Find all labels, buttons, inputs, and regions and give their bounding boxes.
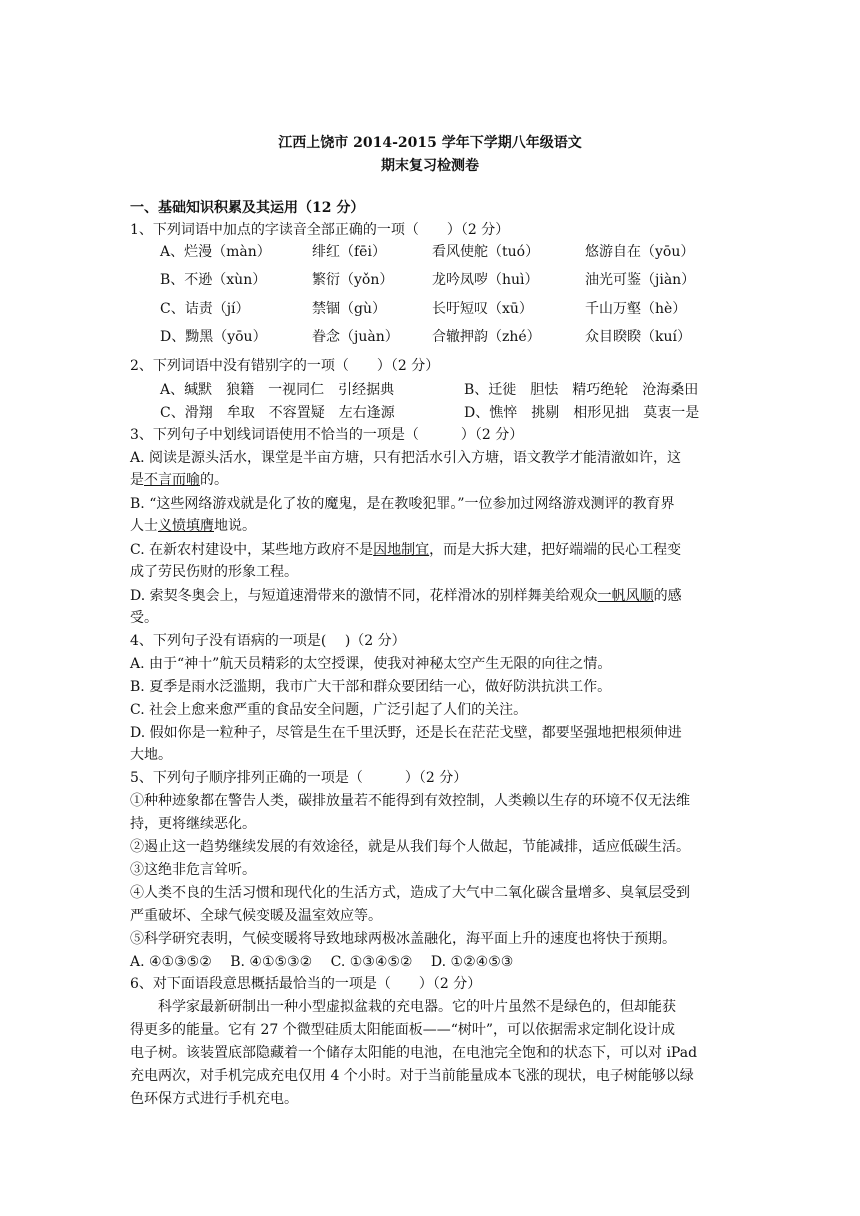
q3-option-b: B. “这些网络游戏就是化了妆的魔鬼，是在教唆犯罪。”一位参加过网络游戏测评的教育界 [130,496,675,512]
q1-option: D、黝黑（yōu） [160,329,267,345]
q6-passage-line: 色环保方式进行手机充电。 [130,1091,298,1107]
text: 是 [130,472,144,488]
q2-option: B、迁徙 胆怯 精巧绝轮 沧海桑田 [464,382,699,398]
q3-option-d-cont: 受。 [130,610,158,626]
text: C. 在新农村建设中，某些地方政府不是 [130,542,374,558]
q1-option: 合辙押韵（zhé） [432,329,541,345]
underlined-word: 义愤填膺 [158,518,214,534]
q6-passage-line: 科学家最新研制出一种小型虚拟盆栽的充电器。它的叶片虽然不是绿色的，但却能获 [130,999,676,1015]
q3-option-c-cont: 成了劳民伤财的形象工程。 [130,564,298,580]
underlined-word: 因地制宜 [373,542,430,558]
q4-option-a: A. 由于“神十”航天员精彩的太空授课，使我对神秘太空产生无限的向往之情。 [130,656,612,672]
q4-option-d: D. 假如你是一粒种子，尽管是生在千里沃野，还是长在茫茫戈壁，都要坚强地把根须伸进 [130,725,682,741]
q5-sentence-1: ①种种迹象都在警告人类，碳排放量若不能得到有效控制，人类赖以生存的环境不仅无法维 [130,793,690,809]
q1-option: C、诘责（jí） [160,301,250,317]
q1-option: 绯红（fēi） [312,244,386,260]
q1-option: A、烂漫（màn） [160,244,271,260]
q6-passage-line: 得更多的能量。它有 27 个微型硅质太阳能面板——“树叶”，可以依据需求定制化设计成 [130,1022,676,1038]
q5-sentence-3: ③这绝非危言耸听。 [130,862,256,878]
exam-title: 江西上饶市 2014-2015 学年下学期八年级语文 [278,135,582,151]
q1-option: 长吁短叹（xū） [432,301,533,317]
q4-option-d-cont: 大地。 [130,747,172,763]
exam-subtitle: 期末复习检测卷 [381,158,479,174]
q5-sentence-1-cont: 持，更将继续恶化。 [130,816,256,832]
underlined-word: 一帆风顺 [597,588,654,604]
text: 的感 [653,588,682,604]
q1-option: 看风使舵（tuó） [432,244,540,260]
text: 的。 [200,472,228,488]
question-1-stem: 1、下列词语中加点的字读音全部正确的一项（ ）（2 分） [130,222,510,238]
text: ，而是大拆大建，把好端端的民心工程变 [429,542,682,558]
section-heading: 一、基础知识积累及其运用（12 分） [130,200,365,216]
q1-option: 眷念（juàn） [312,329,399,345]
q5-sentence-4: ④人类不良的生活习惯和现代化的生活方式，造成了大气中二氧化碳含量增多、臭氧层受到 [130,885,690,901]
q3-option-a: A. 阅读是源头活水，课堂是半亩方塘，只有把活水引入方塘，语文教学才能清澈如许，这 [130,450,682,466]
q5-sentence-2: ②遏止这一趋势继续发展的有效途径，就是从我们每个人做起，节能减排，适应低碳生活。 [130,839,690,855]
q2-option: C、滑翔 牟取 不容置疑 左右逢源 [160,405,395,421]
q5-sentence-5: ⑤科学研究表明，气候变暖将导致地球两极冰盖融化，海平面上升的速度也将快于预期。 [130,931,676,947]
q6-passage-line: 电子树。该装置底部隐藏着一个储存太阳能的电池，在电池完全饱和的状态下，可以对 iPad [130,1045,698,1061]
q5-sentence-4-cont: 严重破坏、全球气候变暖及温室效应等。 [130,908,382,924]
question-4-stem: 4、下列句子没有语病的一项是( )（2 分） [130,633,406,649]
question-2-stem: 2、下列词语中没有错别字的一项（ ）（2 分） [130,358,440,374]
q6-passage-line: 充电两次，对手机完成充电仅用 4 个小时。对于当前能量成本飞涨的现状，电子树能够以绿 [130,1068,694,1084]
question-5-stem: 5、下列句子顺序排列正确的一项是（ ）（2 分） [130,770,468,786]
underlined-word: 不言而喻 [144,472,200,488]
q5-options: A. ④①③⑤② B. ④①⑤③② C. ①③④⑤② D. ①②④⑤③ [130,954,514,970]
q1-option: 油光可鉴（jiàn） [585,272,696,288]
q4-option-c: C. 社会上愈来愈严重的食品安全问题，广泛引起了人们的关注。 [130,702,528,718]
q3-option-c [130,540,681,560]
text: 人士 [130,518,158,534]
q1-option: 繁衍（yǒn） [312,272,394,288]
q2-option: A、缄默 狼籍 一视同仁 引经据典 [160,382,395,398]
question-3-stem: 3、下列句子中划线词语使用不恰当的一项是（ ）（2 分） [130,427,524,443]
q1-option: 千山万壑（hè） [585,301,687,317]
q3-option-b-cont [130,516,256,536]
text: 地说。 [214,518,256,534]
q1-option: 龙吟凤哕（huì） [432,272,539,288]
text: D. 索契冬奥会上，与短道速滑带来的激情不同，花样滑冰的别样舞美给观众 [130,588,598,604]
q1-option: 禁锢（gù） [312,301,386,317]
q1-option: 悠游自在（yōu） [585,244,695,260]
question-6-stem: 6、对下面语段意思概括最恰当的一项是（ ）（2 分） [130,976,482,992]
q3-option-d [130,586,682,606]
q4-option-b: B. 夏季是雨水泛滥期，我市广大干部和群众要团结一心，做好防洪抗洪工作。 [130,679,612,695]
q1-option: B、不逊（xùn） [160,272,267,288]
q2-option: D、憔悴 挑剔 相形见拙 莫衷一是 [464,405,700,421]
q1-option: 众目睽睽（kuí） [585,329,691,345]
q3-option-a-cont [130,470,228,490]
